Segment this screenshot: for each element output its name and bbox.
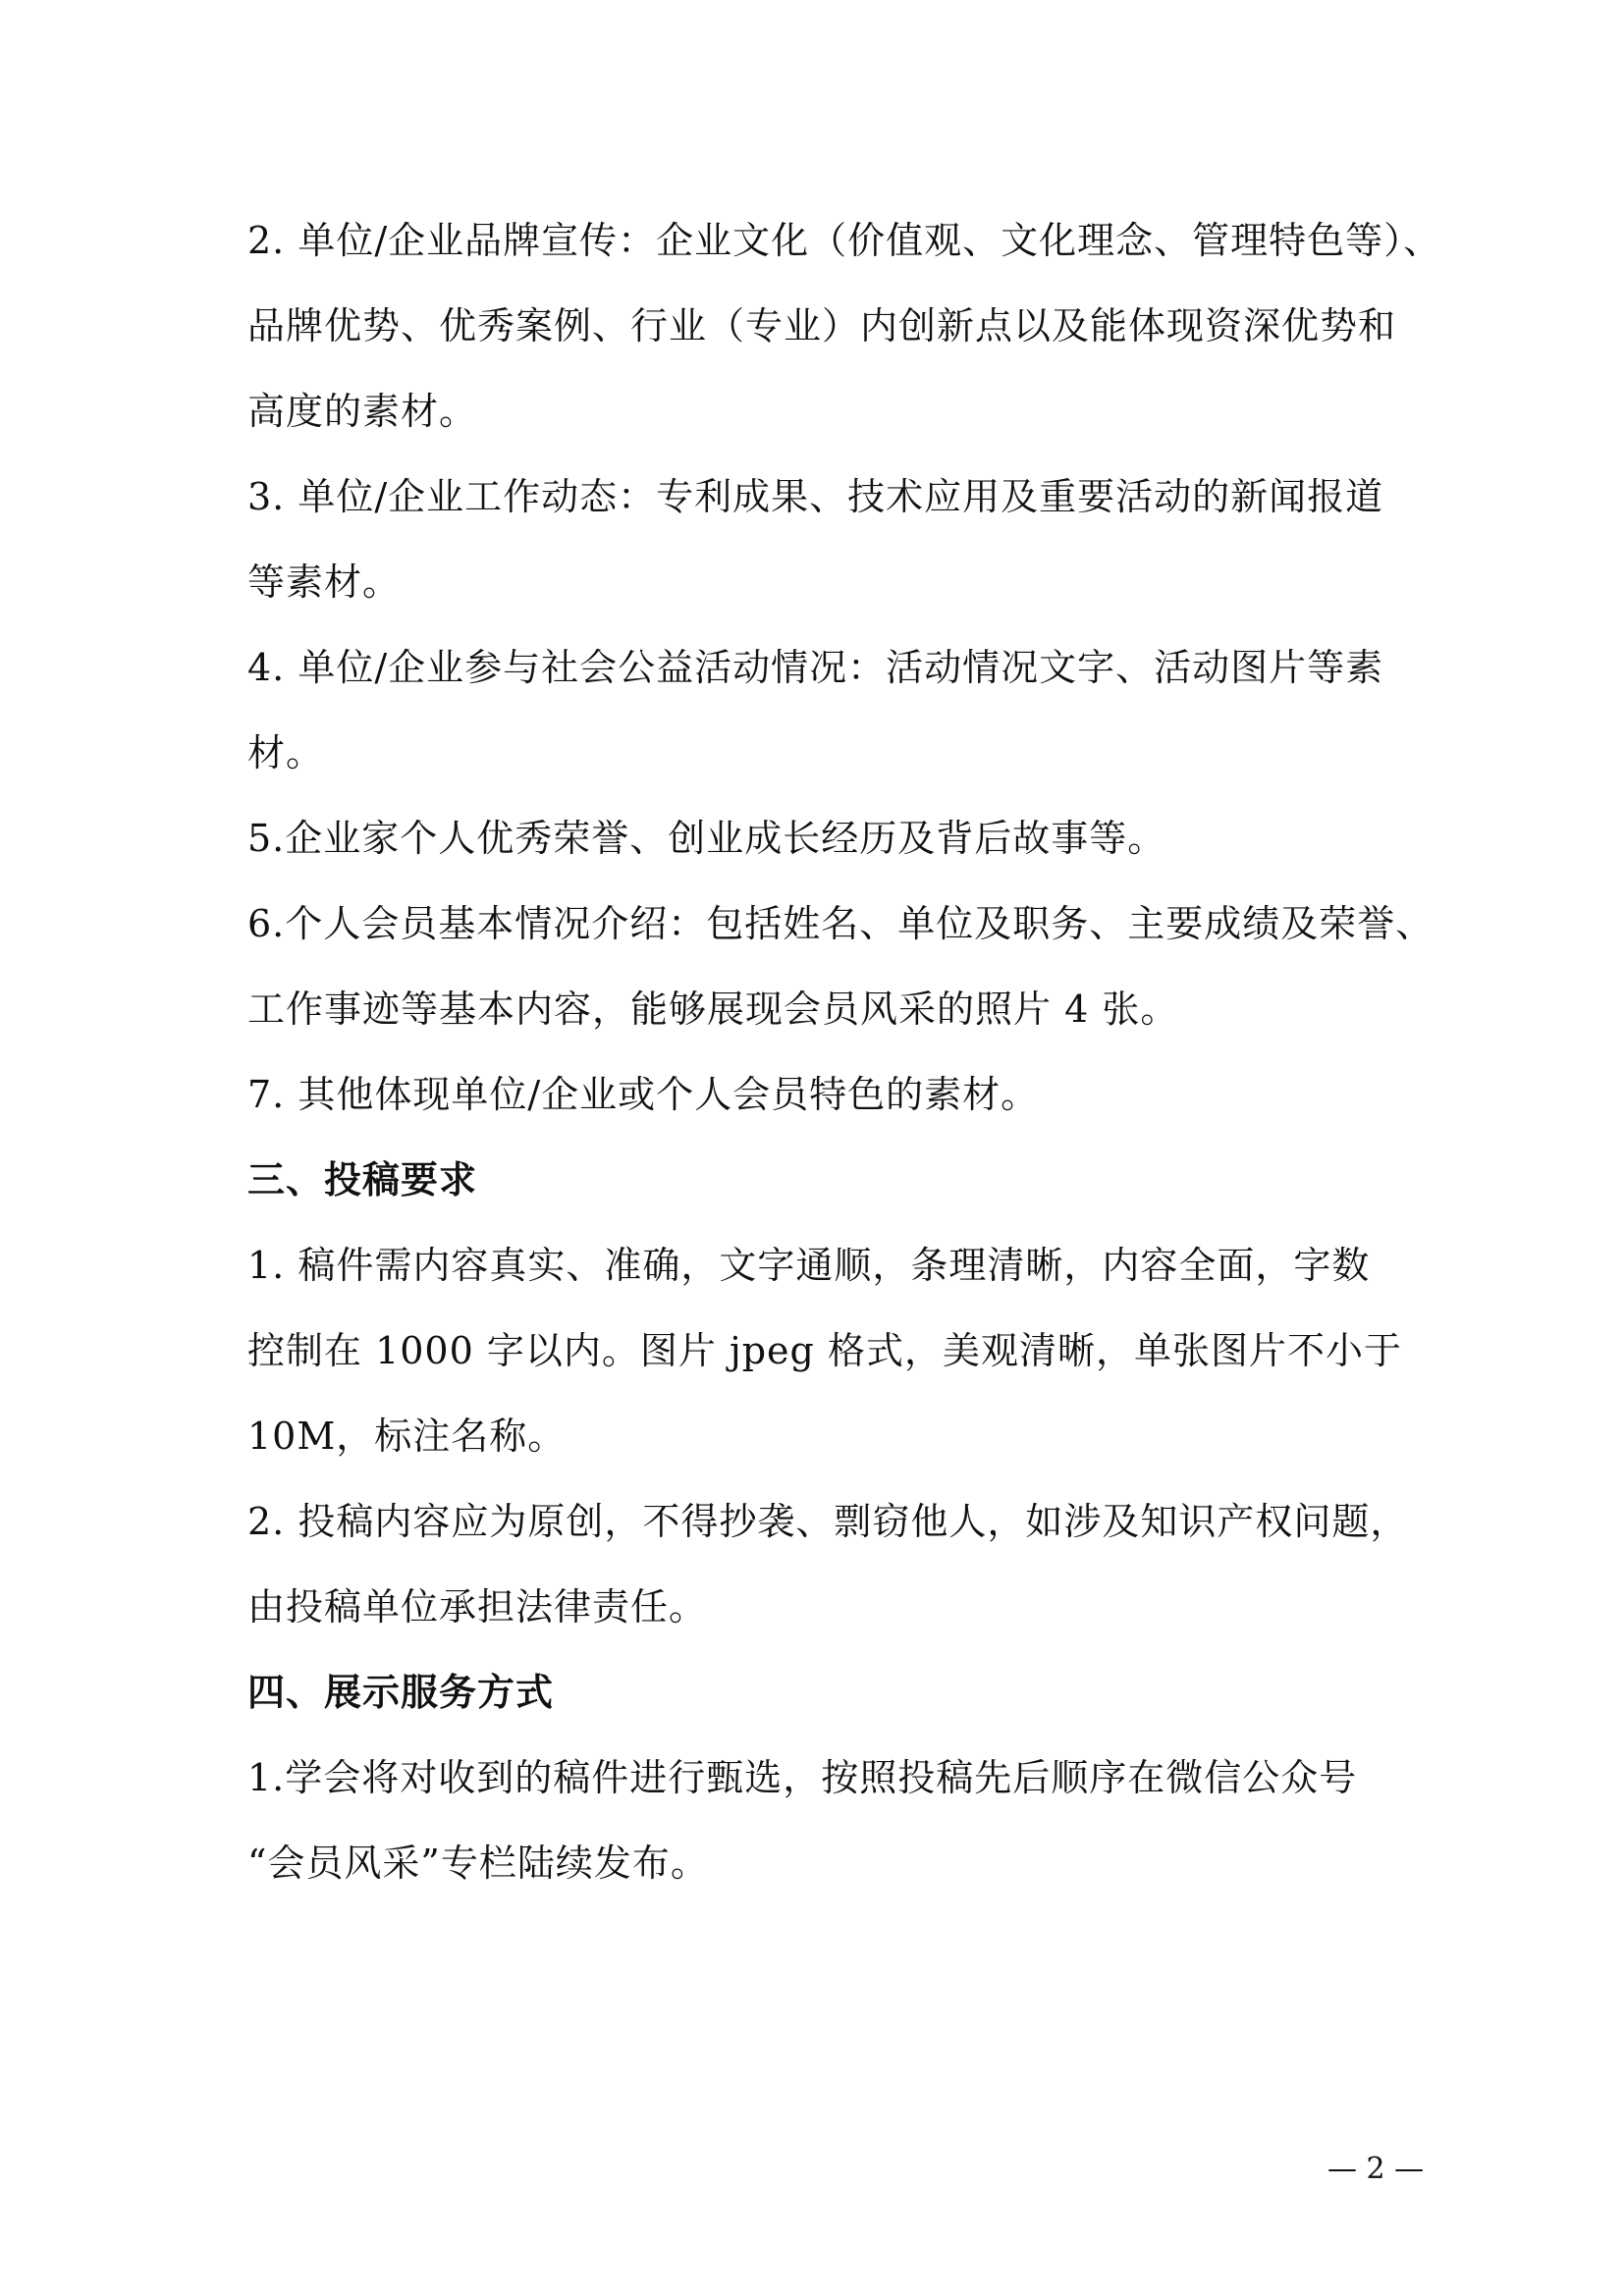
item-4-line-2: 材。 xyxy=(247,731,325,774)
item-3-line-1: 3. 单位/企业工作动态：专利成果、技术应用及重要活动的新闻报道 xyxy=(247,475,1384,518)
requirement-2-line-1: 2. 投稿内容应为原创，不得抄袭、剽窃他人，如涉及知识产权问题， xyxy=(247,1500,1409,1543)
item-3-line-2: 等素材。 xyxy=(247,561,402,604)
requirement-1-line-1: 1. 稿件需内容真实、准确，文字通顺，条理清晰，内容全面，字数 xyxy=(247,1244,1371,1287)
section-heading-submission-requirements: 三、投稿要求 xyxy=(247,1158,478,1201)
item-6-line-1: 6.个人会员基本情况介绍：包括姓名、单位及职务、主要成绩及荣誉、 xyxy=(247,902,1435,945)
item-5-line-1: 5.企业家个人优秀荣誉、创业成长经历及背后故事等。 xyxy=(247,817,1166,860)
item-2-line-3: 高度的素材。 xyxy=(247,390,478,433)
item-7-line-1: 7. 其他体现单位/企业或个人会员特色的素材。 xyxy=(247,1073,1040,1116)
item-2-line-1: 2. 单位/企业品牌宣传：企业文化（价值观、文化理念、管理特色等）、 xyxy=(247,219,1442,262)
item-6-line-2: 工作事迹等基本内容，能够展现会员风采的照片 4 张。 xyxy=(247,988,1179,1031)
display-service-1-line-1: 1.学会将对收到的稿件进行甄选，按照投稿先后顺序在微信公众号 xyxy=(247,1756,1358,1799)
requirement-1-line-3: 10M，标注名称。 xyxy=(247,1415,567,1458)
item-2-line-2: 品牌优势、优秀案例、行业（专业）内创新点以及能体现资深优势和 xyxy=(247,304,1397,347)
requirement-2-line-2: 由投稿单位承担法律责任。 xyxy=(247,1585,708,1629)
page-number: — 2 — xyxy=(1327,2152,1425,2186)
display-service-1-line-2: “会员风采”专栏陆续发布。 xyxy=(247,1842,709,1885)
section-heading-display-service: 四、展示服务方式 xyxy=(247,1671,555,1714)
requirement-1-line-2: 控制在 1000 字以内。图片 jpeg 格式，美观清晰，单张图片不小于 xyxy=(247,1329,1402,1372)
item-4-line-1: 4. 单位/企业参与社会公益活动情况：活动情况文字、活动图片等素 xyxy=(247,646,1384,689)
